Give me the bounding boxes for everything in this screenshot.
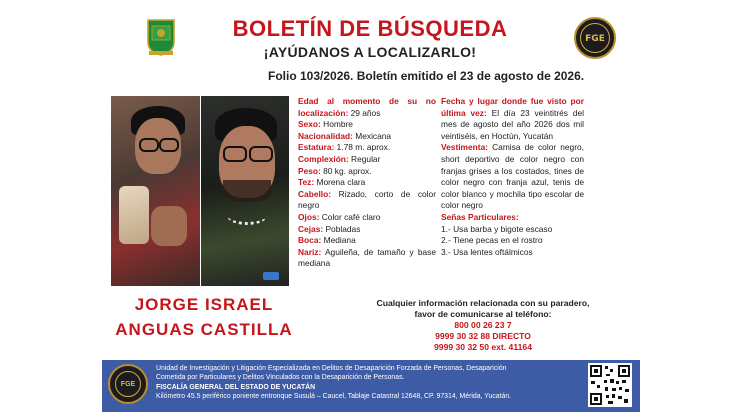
detail-height: Estatura: 1.78 m. aprox. — [298, 142, 391, 153]
mark-item: 1.- Usa barba y bigote escaso — [441, 223, 553, 234]
detail-complexion: Tez: Morena clara — [298, 177, 366, 188]
folio-line: Folio 103/2026. Boletín emitido el 23 de agosto de 2026. — [268, 69, 585, 83]
detail-nose: Nariz: Aguileña, de tamaño y base mediana — [298, 246, 436, 269]
last-seen: Fecha y lugar donde fue visto por última vez: El día 23 veintitrés del mes de agosto del año 2026 dos mil veintiséis, en Hoctún, Yucatán — [441, 96, 584, 141]
person-name-last: ANGUAS CASTILLA — [115, 320, 293, 339]
missing-person-photo-2 — [201, 96, 289, 286]
fge-logo — [574, 17, 616, 59]
contact-line-2: favor de comunicarse al teléfono: — [414, 309, 552, 319]
phone-number-1[interactable]: 800 00 26 23 7 — [454, 320, 512, 330]
detail-eyebrows: Cejas: Pobladas — [298, 223, 361, 234]
detail-sex: Sexo: Hombre — [298, 119, 353, 130]
qr-code[interactable] — [588, 363, 632, 407]
detail-age: Edad al momento de su no localización: 29 años — [298, 96, 436, 118]
footer-address: Kilómetro 45.5 periférico poniente entronque Susulá – Caucel, Tablaje Catastral 12648, CP. 97314, Mérida, Yucatán. — [156, 393, 512, 401]
physical-description — [298, 96, 436, 270]
detail-nationality: Nacionalidad: Mexicana — [298, 130, 392, 141]
bulletin-subtitle: ¡AYÚDANOS A LOCALIZARLO! — [263, 44, 477, 60]
detail-eyes: Ojos: Color café claro — [298, 211, 381, 222]
detail-mouth: Boca: Mediana — [298, 235, 356, 246]
phone-number-2[interactable]: 9999 30 32 88 DIRECTO — [435, 331, 531, 341]
footer-unit-line-2: Cometida por Particulares y Delitos Vinculados con la Desaparición de Personas. — [156, 374, 405, 382]
person-name-first: JORGE ISRAEL — [134, 295, 274, 314]
contact-line-1: Cualquier información relacionada con su paradero, — [376, 298, 590, 308]
detail-build: Complexión: Regular — [298, 153, 381, 164]
mark-item: 2.- Tiene pecas en el rostro — [441, 235, 543, 246]
detail-weight: Peso: 80 kg. aprox. — [298, 165, 372, 176]
clothing: Vestimenta: Camisa de color negro, short deportivo de color negro con franjas grises a los costados, tines de color negro con franja azul, tenis de color blanco y mochila tipo escolar de color negro — [441, 142, 584, 211]
distinguishing-marks-label: Señas Particulares: — [441, 211, 519, 222]
disappearance-details — [441, 96, 584, 258]
contact-info — [300, 298, 666, 353]
fge-seal-text: FGE — [115, 371, 141, 397]
missing-person-photo-1 — [111, 96, 200, 286]
bulletin-title: BOLETÍN DE BÚSQUEDA — [232, 16, 508, 41]
footer-agency: FISCALÍA GENERAL DEL ESTADO DE YUCATÁN — [156, 383, 316, 391]
detail-hair: Cabello: Rizado, corto de color negro — [298, 188, 436, 211]
fge-logo-text: FGE — [580, 23, 610, 53]
footer-text — [156, 364, 581, 402]
fge-seal-logo — [108, 364, 148, 404]
footer-unit-line-1: Unidad de Investigación y Litigación Especializada en Delitos de Desaparición Forzada de Personas, Desaparición — [156, 365, 507, 372]
mark-item: 3.- Usa lentes oftálmicos — [441, 246, 533, 257]
phone-number-3[interactable]: 9999 30 32 50 ext. 41164 — [434, 342, 532, 352]
